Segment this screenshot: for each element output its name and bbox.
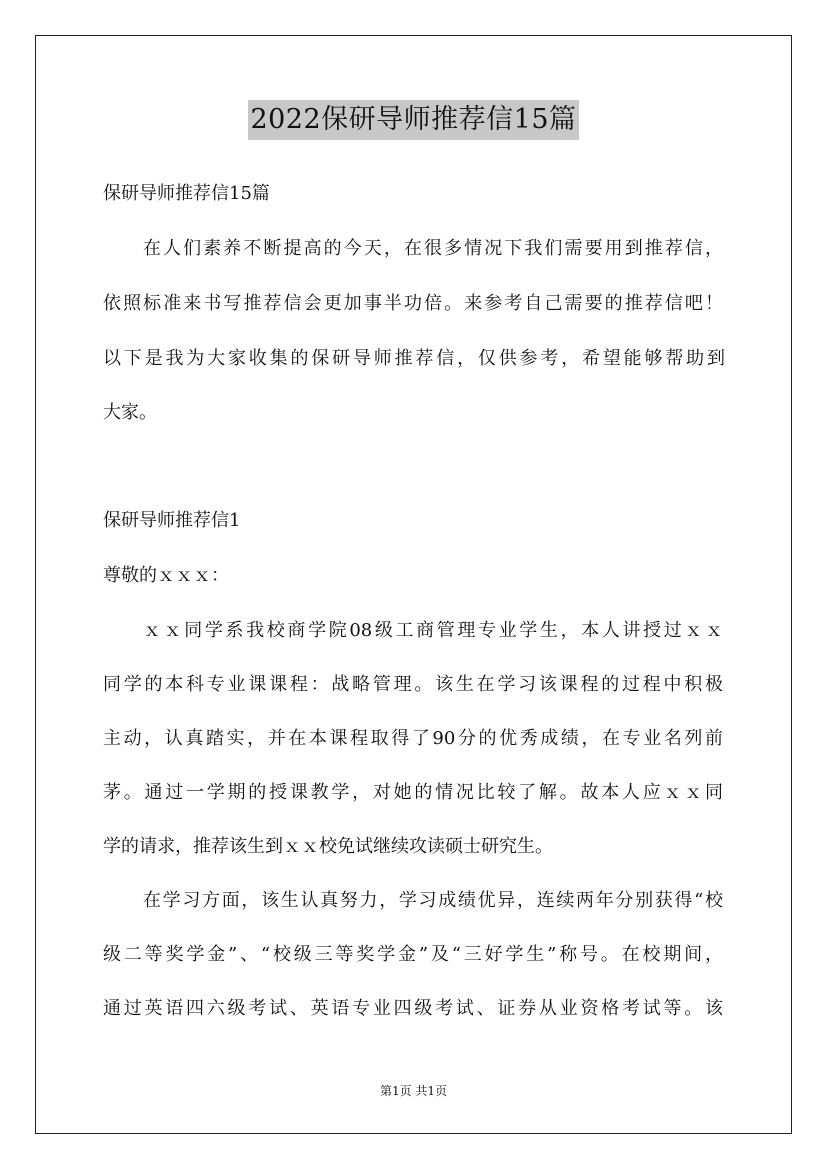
paragraph1-line-4: 茅。通过一学期的授课教学，对她的情况比较了解。故本人应ｘｘ同 [103,782,723,803]
salutation: 尊敬的ｘｘｘ： [103,565,229,586]
document-title-block [0,100,827,140]
paragraph1-line-5: 学的请求，推荐该生到ｘｘ校免试继续攻读硕士研究生。 [103,836,553,857]
paragraph2-line-2: 级二等奖学金”、“校级三等奖学金”及“三好学生”称号。在校期间， [103,944,723,965]
page-number-label: 第1页 共1页 [379,1084,448,1098]
paragraph2-line-1: 在学习方面，该生认真努力，学习成绩优异，连续两年分别获得“校 [143,890,723,911]
paragraph1-line-2: 同学的本科专业课课程：战略管理。该生在学习该课程的过程中积极 [103,674,723,695]
intro-line-2: 依照标准来书写推荐信会更加事半功倍。来参考自己需要的推荐信吧！ [103,293,723,314]
document-title: 2022保研导师推荐信15篇 [248,100,578,140]
intro-line-3: 以下是我为大家收集的保研导师推荐信，仅供参考，希望能够帮助到 [103,348,725,369]
paragraph1-line-3: 主动，认真踏实，并在本课程取得了90分的优秀成绩，在专业名列前 [103,728,723,749]
paragraph2-line-3: 通过英语四六级考试、英语专业四级考试、证券从业资格考试等。该 [103,998,723,1019]
intro-line-4: 大家。 [103,402,157,423]
paragraph1-line-1: ｘｘ同学系我校商学院08级工商管理专业学生，本人讲授过ｘｘ [143,620,723,641]
section-heading: 保研导师推荐信1 [103,510,241,531]
intro-line-1: 在人们素养不断提高的今天，在很多情况下我们需要用到推荐信， [143,238,723,259]
subtitle: 保研导师推荐信15篇 [103,183,270,204]
page-footer [0,1083,827,1099]
